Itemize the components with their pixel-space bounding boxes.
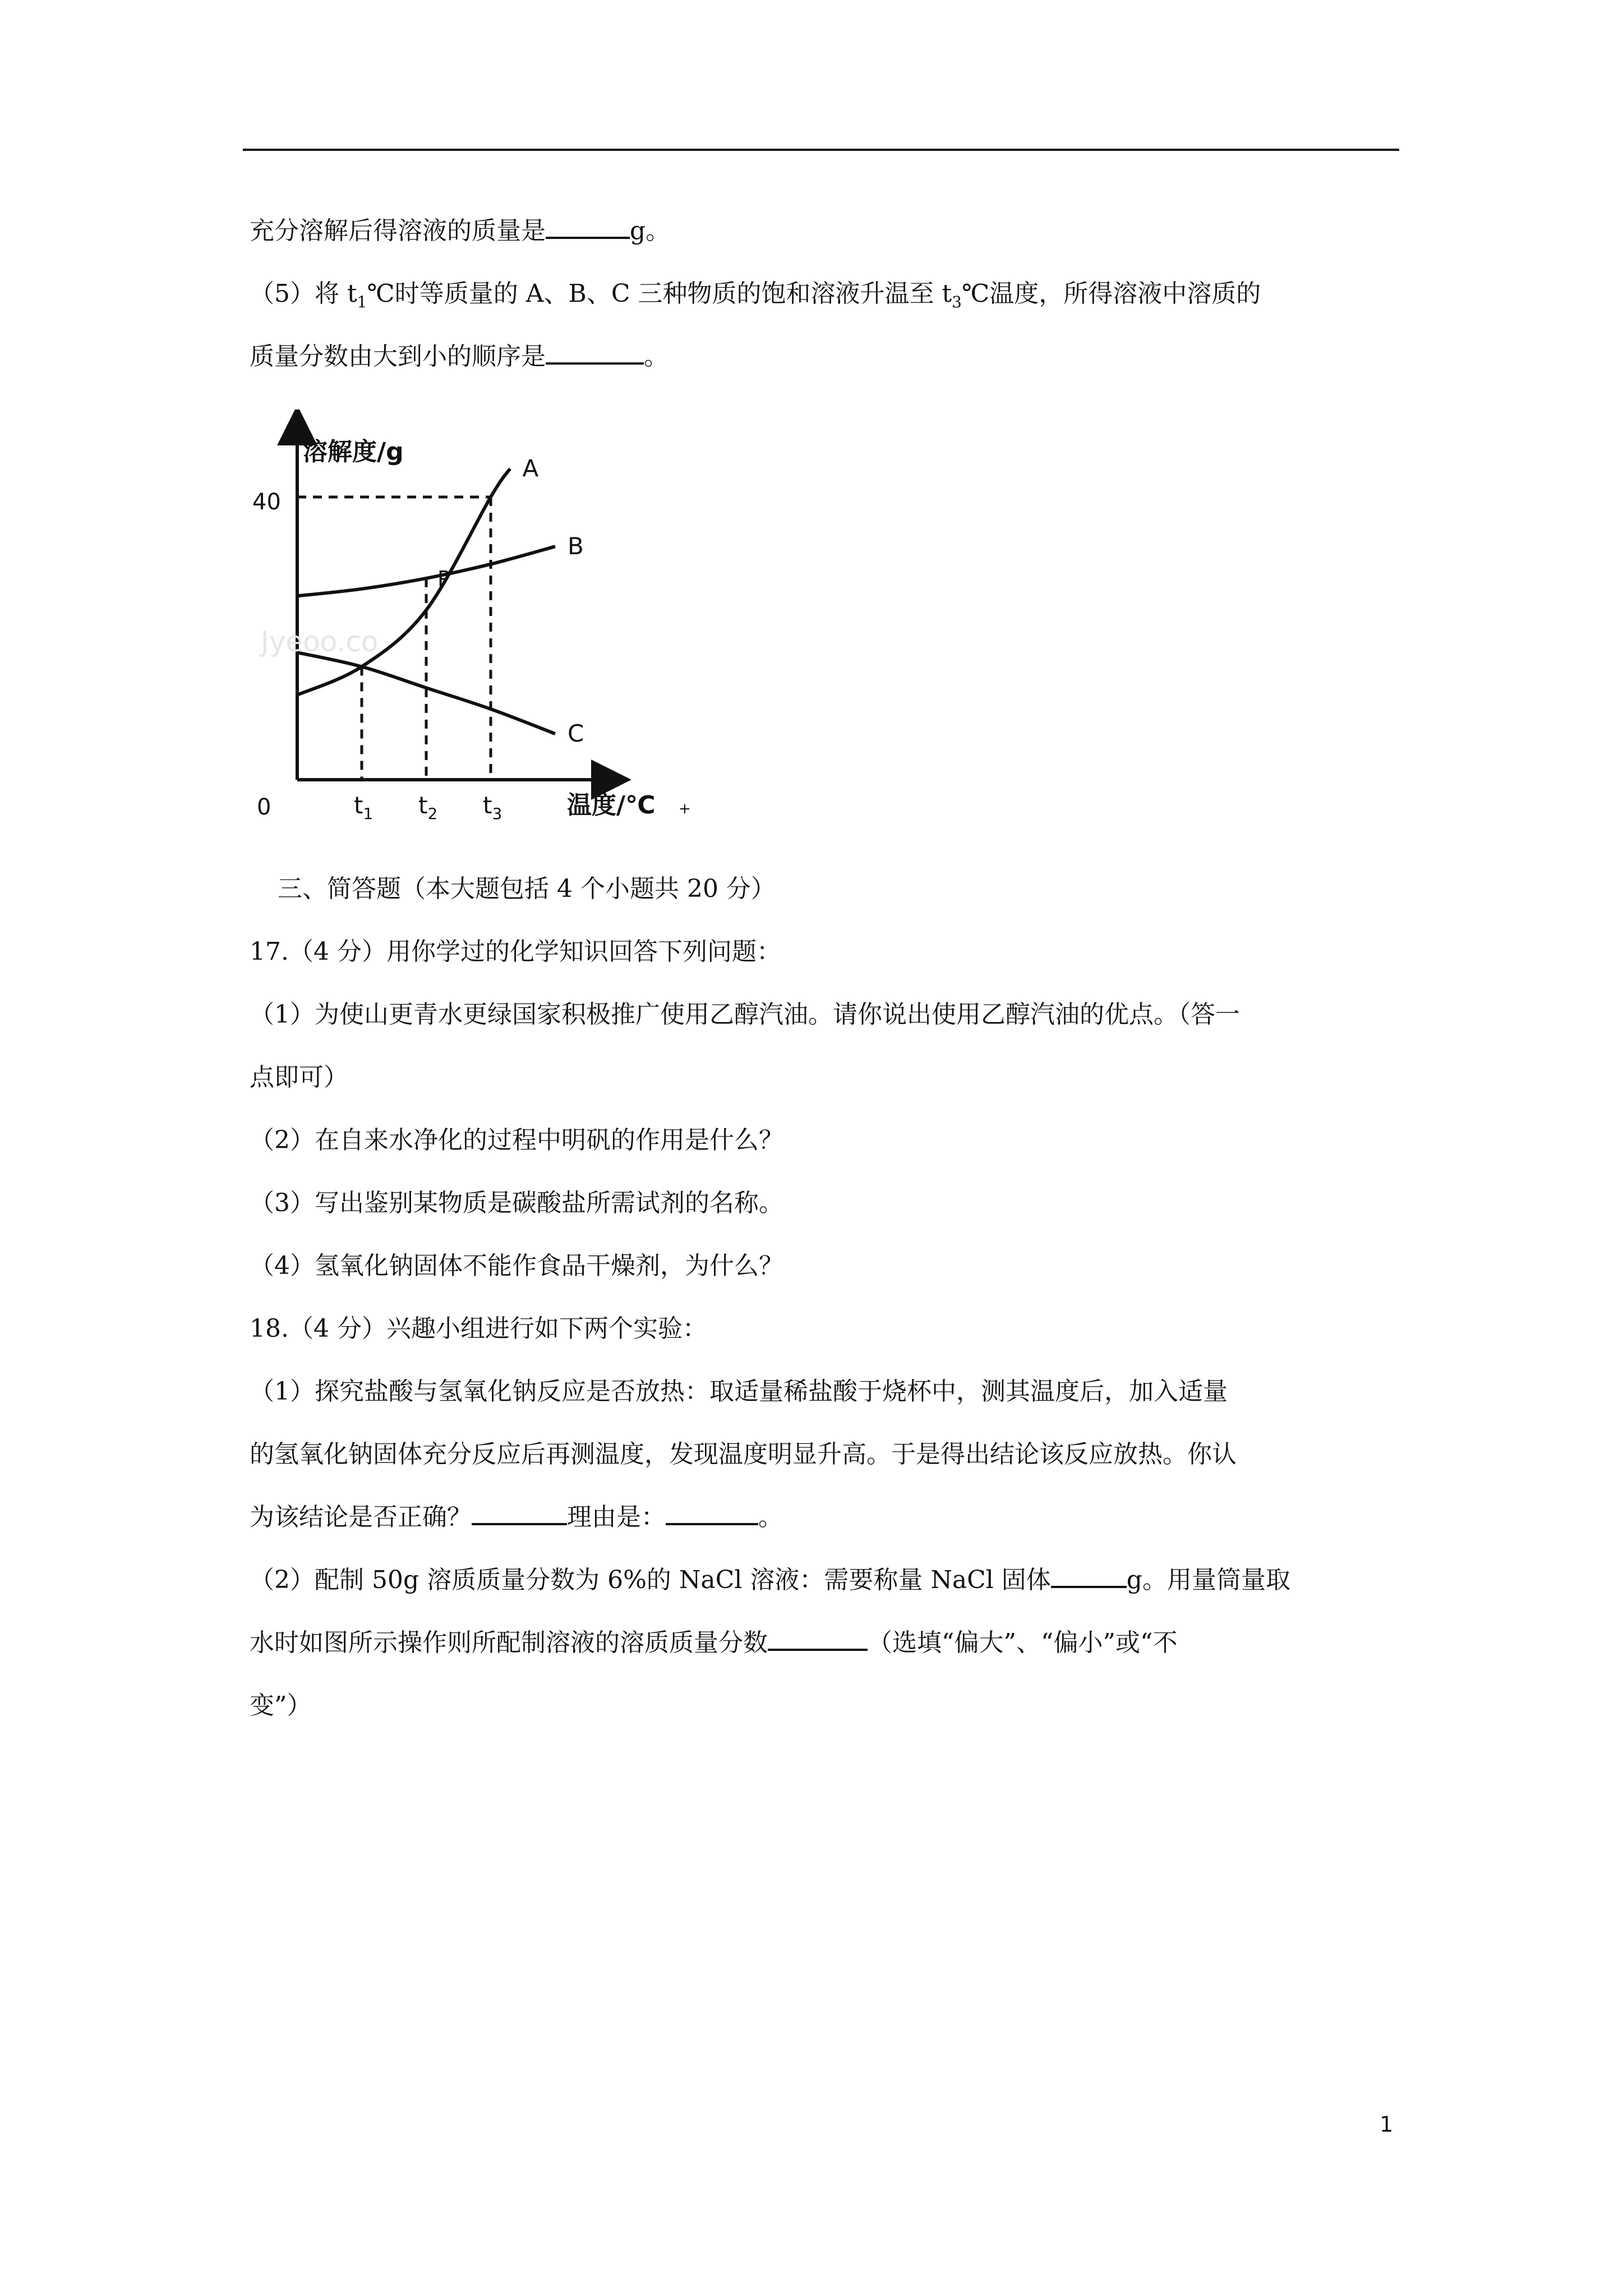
x-tick-label-t1: $t_1$: [354, 792, 374, 823]
q18-p2-line1-a: （2）配制 50g 溶质质量分数为 6%的 NaCl 溶液：需要称量 NaCl 固体: [250, 1566, 1051, 1594]
q18-p2-line1: [250, 1563, 1290, 1597]
answer-blank[interactable]: [666, 1503, 758, 1525]
q18-p2-line1-b: g。用量筒量取: [1126, 1566, 1290, 1594]
extra-mark: +: [679, 800, 691, 817]
series-label-b: B: [568, 532, 584, 560]
p5-text-b: ℃时等质量的 A、B、C 三种物质的饱和溶液升温至 t: [367, 279, 952, 308]
q17-title: 17.（4 分）用你学过的化学知识回答下列问题：: [250, 937, 781, 966]
q18-p2-line3: 变”）: [250, 1691, 312, 1720]
q17-p3: （3）写出鉴别某物质是碳酸盐所需试剂的名称。: [250, 1189, 783, 1217]
q16-cont-line: [250, 214, 670, 248]
q18-p1-line3-a: 为该结论是否正确？: [250, 1503, 472, 1531]
series-line-b: [297, 546, 555, 596]
q16-p5-line1: [250, 277, 1261, 311]
answer-blank[interactable]: [546, 342, 644, 365]
q17-p1-line2: 点即可）: [250, 1063, 348, 1092]
q18-title: 18.（4 分）兴趣小组进行如下两个实验：: [250, 1314, 707, 1343]
y-tick-40: 40: [252, 489, 281, 515]
subscript-1: 1: [357, 292, 367, 311]
answer-blank[interactable]: [1051, 1566, 1127, 1588]
x-tick-label-t2: $t_2$: [418, 792, 438, 823]
subscript-3: 3: [952, 292, 962, 311]
q16-p5-line2: [250, 340, 668, 374]
x-axis-label: 温度/℃: [567, 791, 656, 820]
q18-p1-line3-c: 。: [758, 1503, 783, 1531]
header-rule: [243, 149, 1399, 151]
q17-p1-line1: （1）为使山更青水更绿国家积极推广使用乙醇汽油。请你说出使用乙醇汽油的优点。（答一: [250, 1000, 1240, 1029]
x-tick-label-t3: $t_3$: [483, 792, 502, 823]
q18-p1-line3: [250, 1501, 783, 1534]
p5-text-c: ℃温度，所得溶液中溶质的: [961, 279, 1261, 308]
p5-line2-text: 质量分数由大到小的顺序是: [250, 342, 546, 371]
y-axis-label: 溶解度/g: [303, 438, 404, 466]
p5-text-a: （5）将 t: [250, 279, 357, 308]
series-label-a: A: [522, 454, 539, 482]
answer-blank[interactable]: [472, 1503, 567, 1525]
q18-p1-line2: 的氢氧化钠固体充分反应后再测温度，发现温度明显升高。于是得出结论该反应放热。你认: [250, 1440, 1237, 1469]
answer-blank[interactable]: [768, 1628, 868, 1651]
q17-p2: （2）在自来水净化的过程中明矾的作用是什么？: [250, 1126, 783, 1154]
q16-text: 充分溶解后得溶液的质量是: [250, 217, 546, 245]
q18-p1-line1: （1）探究盐酸与氢氧化钠反应是否放热：取适量稀盐酸于烧杯中，测其温度后，加入适量: [250, 1377, 1228, 1406]
answer-blank[interactable]: [546, 217, 630, 239]
section-3-heading: 三、简答题（本大题包括 4 个小题共 20 分）: [278, 875, 776, 903]
p5-line2-end: 。: [644, 342, 668, 371]
intersection-label-p: P: [437, 567, 450, 591]
page-number: 1: [1380, 2112, 1394, 2137]
q18-p2-line2-a: 水时如图所示操作则所配制溶液的溶质质量分数: [250, 1628, 768, 1657]
q18-p1-line3-b: 理由是：: [567, 1503, 666, 1531]
origin-label: 0: [257, 794, 271, 820]
q18-p2-line2-b: （选填“偏大”、“偏小”或“不: [868, 1628, 1178, 1657]
watermark: Jyeoo.co: [261, 625, 379, 658]
series-label-c: C: [568, 720, 584, 748]
q18-p2-line2: [250, 1626, 1177, 1660]
q16-text-end: g。: [630, 217, 671, 245]
q17-p4: （4）氢氧化钠固体不能作食品干燥剂，为什么？: [250, 1251, 783, 1280]
chart-axes: [297, 425, 611, 780]
